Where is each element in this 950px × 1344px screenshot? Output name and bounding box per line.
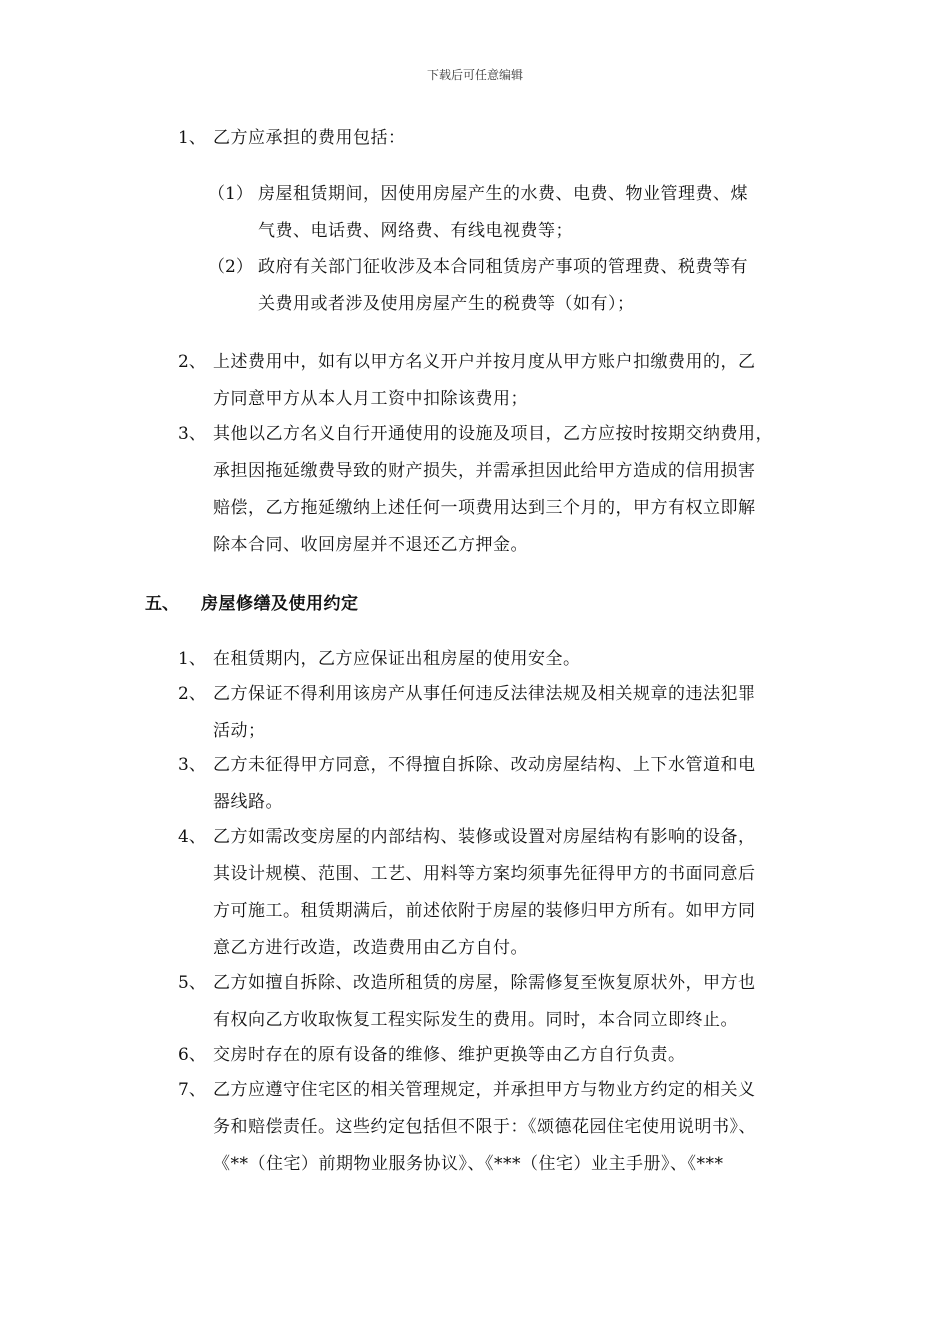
item-text: 乙方如擅自拆除、改造所租赁的房屋，除需修复至恢复原状外，甲方也	[213, 973, 756, 993]
item-number: 1、	[178, 649, 206, 669]
item-number: 6、	[178, 1045, 206, 1065]
item-text: 务和赔偿责任。这些约定包括但不限于：《颂德花园住宅使用说明书》、	[213, 1117, 756, 1137]
subitem-text: 气费、电话费、网络费、有线电视费等；	[258, 221, 573, 241]
page-header: 下载后可任意编辑	[426, 68, 523, 82]
item-text: 方可施工。租赁期满后，前述依附于房屋的装修归甲方所有。如甲方同	[213, 901, 756, 921]
item-text: 乙方如需改变房屋的内部结构、装修或设置对房屋结构有影响的设备，	[213, 827, 756, 847]
section-title: 房屋修缮及使用约定	[201, 594, 359, 614]
item-text: 乙方应遵守住宅区的相关管理规定，并承担甲方与物业方约定的相关义	[213, 1080, 756, 1100]
item-number: 7、	[178, 1080, 206, 1100]
item-text: 乙方未征得甲方同意，不得擅自拆除、改动房屋结构、上下水管道和电	[213, 755, 756, 775]
section-number: 五、	[145, 594, 179, 614]
item-text: 《**（住宅）前期物业服务协议》、《***（住宅）业主手册》、《***	[213, 1154, 724, 1174]
item-number: 2、	[178, 352, 206, 372]
item-text: 上述费用中，如有以甲方名义开户并按月度从甲方账户扣缴费用的，乙	[213, 352, 756, 372]
item-number: 4、	[178, 827, 206, 847]
item-number: 5、	[178, 973, 206, 993]
subitem-text: 政府有关部门征收涉及本合同租赁房产事项的管理费、税费等有	[258, 257, 748, 277]
item-text: 有权向乙方收取恢复工程实际发生的费用。同时，本合同立即终止。	[213, 1010, 738, 1030]
item-text: 意乙方进行改造，改造费用由乙方自付。	[213, 938, 528, 958]
item-number: 3、	[178, 755, 206, 775]
item-text: 活动；	[213, 721, 266, 741]
item-text: 其设计规模、范围、工艺、用料等方案均须事先征得甲方的书面同意后	[213, 864, 756, 884]
item-text: 赔偿，乙方拖延缴纳上述任何一项费用达到三个月的，甲方有权立即解	[213, 498, 756, 518]
subitem-text: 关费用或者涉及使用房屋产生的税费等（如有）；	[258, 294, 635, 314]
subitem-number: （2）	[208, 257, 253, 277]
item-text: 乙方应承担的费用包括：	[213, 128, 406, 148]
subitem-text: 房屋租赁期间，因使用房屋产生的水费、电费、物业管理费、煤	[258, 184, 748, 204]
item-number: 1、	[178, 128, 206, 148]
item-text: 器线路。	[213, 792, 283, 812]
item-text: 在租赁期内，乙方应保证出租房屋的使用安全。	[213, 649, 581, 669]
item-text: 承担因拖延缴费导致的财产损失，并需承担因此给甲方造成的信用损害	[213, 461, 756, 481]
item-text: 其他以乙方名义自行开通使用的设施及项目，乙方应按时按期交纳费用，	[213, 424, 773, 444]
item-text: 方同意甲方从本人月工资中扣除该费用；	[213, 389, 528, 409]
item-text: 乙方保证不得利用该房产从事任何违反法律法规及相关规章的违法犯罪	[213, 684, 756, 704]
item-number: 3、	[178, 424, 206, 444]
subitem-number: （1）	[208, 184, 253, 204]
item-text: 除本合同、收回房屋并不退还乙方押金。	[213, 535, 528, 555]
item-number: 2、	[178, 684, 206, 704]
item-text: 交房时存在的原有设备的维修、维护更换等由乙方自行负责。	[213, 1045, 686, 1065]
